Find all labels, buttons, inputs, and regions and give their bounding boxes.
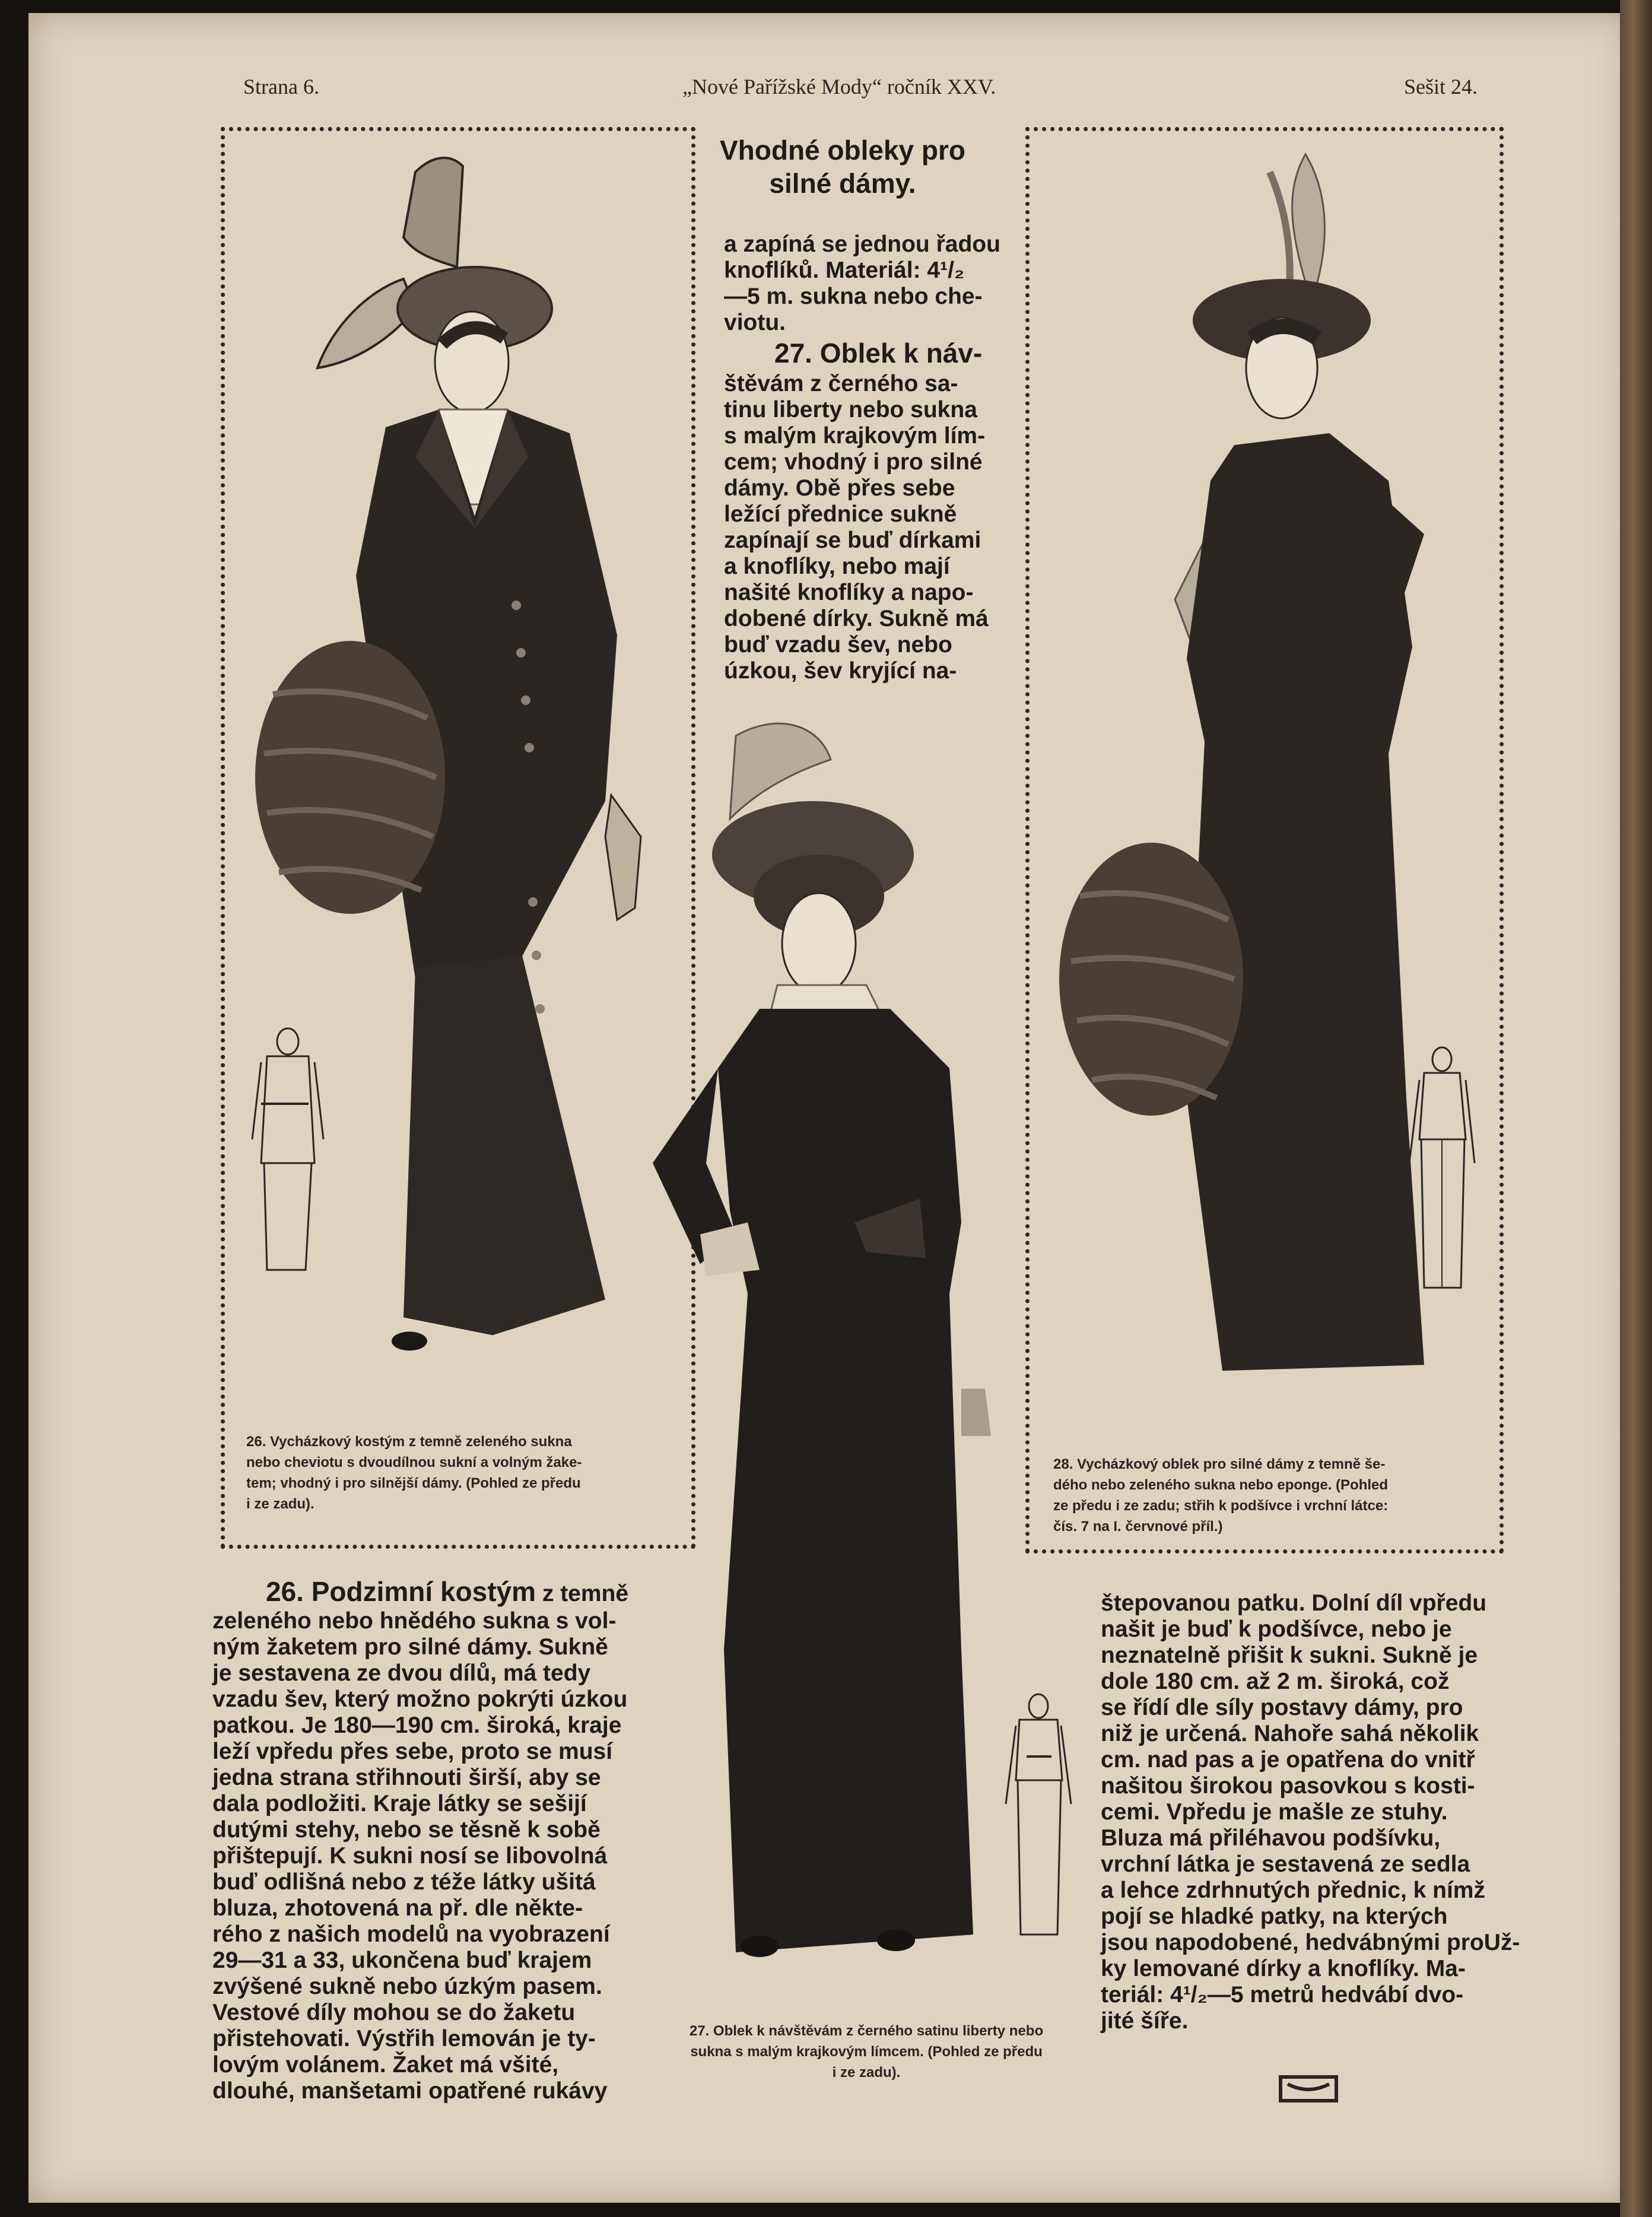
caption-figure-27: 27. Oblek k návštěvám z černého satinu liberty nebo sukna s malým krajkovým límcem. (Pohled ze předu i ze zadu). <box>689 2023 1044 2081</box>
end-ornament-icon <box>1276 2071 1341 2107</box>
binding-edge <box>1620 0 1652 2217</box>
heading-26: 26. Podzimní kostým <box>266 1576 536 1607</box>
figure-27-back-view <box>1003 1691 1074 1940</box>
text-26: zeleného nebo hnědého sukna s vol- ným žaketem pro silné dámy. Sukně je sestavena ze dvou dílů, má tedy vzadu šev, který možno pokrýti úzkou patkou. Je 180—190 cm. široká, kraje leží vpředu přes sebe, proto se musí jedna strana střihnouti širší, aby se dala podložiti. Kraje látky se sešijí dutými stehy, nebo se těsně k sobě přištepují. K sukni nosí se libovolná buď odlišná nebo z téže látky ušitá bluza, zhotovená na př. dle někte- rého z našich modelů na vyobrazení 29—31 a 33, ukončena buď krajem zvýšené sukně nebo úzkým pasem. Vestové díly mohou se do žaketu přistehovati. Výstřih lemován je ty- lovým volánem. Žaket má všité, dlouhé, manšetami opatřené rukávy <box>212 1608 628 2104</box>
page-number: Strana 6. <box>243 75 319 99</box>
figure-27-illustration <box>641 700 1044 1988</box>
figure-26-back-view <box>249 1027 326 1276</box>
heading-26-rest: z temně <box>542 1581 629 1606</box>
right-column-text: štepovanou patku. Dolní díl vpředu našit je buď k podšívce, nebo je neznatelně přišit k sukni. Sukně je dole 180 cm. až 2 m. široká, což se řídí dle síly postavy dámy, pro niž je určená. Nahoře sahá několik cm. nad pas a je opatřena do vnitř našitou širokou pasovkou s kosti- cemi. Vpředu je mašle ze stuhy. Bluza má přiléhavou podšívku, vrchní látka je sestavená ze sedla a lehce zdrhnutých přednic, k nímž pojí se hladké patky, na kterých jsou napodobené, hedvábnými proUž- ky lemované dírky a knoflíky. Ma- teriál: 4¹/₂—5 metrů hedvábí dvo- jité šíře. <box>1101 1590 1520 2034</box>
figure-28-back-view <box>1406 1044 1478 1294</box>
caption-figure-28: 28. Vycházkový oblek pro silné dámy z temně še- dého nebo zeleného sukna nebo eponge. (Pohled ze předu i ze zadu; střih k podšívce i vrchní látce: čís. 7 na I. červnové příl.) <box>1053 1456 1389 1535</box>
heading-26-line <box>266 1578 646 1607</box>
center-text-27: štěvám z černého sa- tinu liberty nebo sukna s malým krajkovým lím- cem; vhodný i pro silné dámy. Obě přes sebe ležící přednice sukně zapínají se buď dírkami a knoflíky, nebo mají našité knoflíky a napo- dobené dírky. Sukně má buď vzadu šev, nebo úzkou, šev kryjící na- <box>724 371 989 684</box>
center-heading: Vhodné obleky pro silné dámy. <box>719 135 966 199</box>
caption-figure-26: 26. Vycházkový kostým z temně zeleného sukna nebo cheviotu s dvoudílnou sukní a volným žake- tem; vhodný i pro silnější dámy. (Pohled ze předu i ze zadu). <box>246 1434 582 1512</box>
issue-number: Sešit 24. <box>1404 75 1478 99</box>
center-text-continuation: a zapíná se jednou řadou knoflíků. Materiál: 4¹/₂ —5 m. sukna nebo che- viotu. <box>724 231 1000 335</box>
center-heading-27: 27. Oblek k náv- <box>774 338 983 369</box>
magazine-title: „Nové Pařížské Mody“ ročník XXV. <box>682 75 996 99</box>
